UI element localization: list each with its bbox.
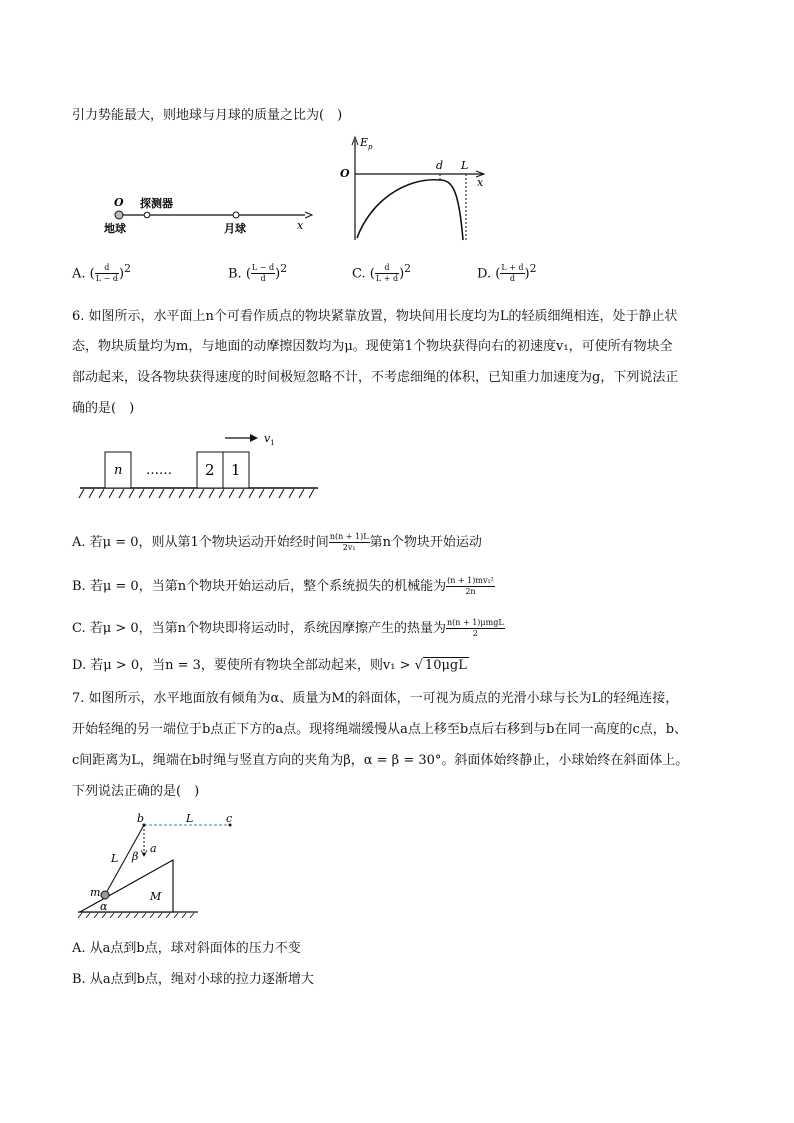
q5-option-b[interactable]: B. ( $\frac{L - d}{d}$ )$^2$ — [228, 262, 288, 284]
block-1-label: 1 — [231, 461, 241, 479]
q7-stem-line3: c间距离为L，绳端在b时绳与竖直方向的夹角为β，α = β = 30°。斜面体始终静止，小球始终在斜面体上。 — [72, 753, 689, 768]
q5-graph-origin: O — [340, 167, 350, 180]
label-a: a — [150, 842, 157, 855]
q5-option-c[interactable]: C. ( $\frac{d}{L + d}$ )$^2$ — [352, 262, 412, 284]
q5-d-label: d — [436, 159, 444, 172]
q7-option-a[interactable]: A. 从a点到b点，球对斜面体的压力不变 — [72, 941, 301, 956]
q6-option-b[interactable]: B. 若μ = 0，当第n个物块开始运动后，整个系统损失的机械能为 $\frac{\text{(n + 1)mv₁²}}{2n}$ — [72, 576, 494, 596]
label-m: m — [90, 886, 101, 899]
q6-stem-line2: 态，物块质量均为m，与地面的动摩擦因数均为μ。现使第1个物块获得向右的初速度v₁，可使所有物块全 — [72, 339, 673, 354]
label-b: b — [137, 812, 145, 825]
q5-option-d[interactable]: D. ( $\frac{L + d}{d}$ )$^2$ — [477, 262, 537, 284]
q5-ep-graph — [335, 132, 495, 244]
q6-option-d[interactable]: D. 若μ > 0，当n = 3，要使所有物块全部动起来，则v₁ > √ 10μgL — [72, 658, 467, 673]
q6-stem-line1: 6. 如图所示，水平面上n个可看作质点的物块紧靠放置，物块间用长度均为L的轻质细绳相连，处于静止状 — [72, 309, 678, 324]
label-L-top: L — [186, 812, 194, 825]
point-a — [143, 853, 146, 856]
block-2-label: 2 — [205, 461, 215, 479]
q6-option-c[interactable]: C. 若μ > 0，当第n个物块即将运动时，系统因摩擦产生的热量为 $\frac{\text{n(n + 1)μmgL}}{2}$ — [72, 618, 504, 638]
label-c: c — [226, 812, 233, 825]
q6-option-a[interactable]: A. 若μ = 0，则从第1个物块运动开始经时间 $\frac{n(n + 1)L}{\text{2v₁}}$ 第n个物块开始运动 — [72, 532, 482, 552]
velocity-label: $v_1$ — [264, 432, 275, 447]
q7-stem-line4: 下列说法正确的是( ) — [72, 784, 200, 799]
block-n-label: n — [114, 463, 123, 478]
label-alpha: α — [100, 900, 108, 913]
ep-curve-left — [357, 180, 440, 238]
q5-ep-label: $E_p$ — [360, 136, 373, 151]
q6-stem-line4: 确的是( ) — [72, 401, 135, 416]
q7-incline-figure — [70, 810, 245, 920]
q6-blocks-figure — [78, 428, 323, 503]
q5-moon-label: 月球 — [224, 222, 246, 235]
q7-option-b[interactable]: B. 从a点到b点，绳对小球的拉力逐渐增大 — [72, 972, 314, 987]
q5-origin-label: O — [114, 196, 124, 209]
q5-earth-label: 地球 — [104, 222, 126, 235]
moon-dot — [233, 212, 239, 218]
block-dots: …… — [146, 463, 172, 478]
earth-dot — [115, 211, 123, 219]
q5-graph-x: x — [477, 176, 484, 189]
q5-number-line-figure — [100, 192, 320, 237]
q7-stem-line2: 开始轻绳的另一端位于b点正下方的a点。现将绳端缓慢从a点上移至b点后右移到与b在同一高度的c点，b、 — [72, 722, 688, 737]
label-M: M — [150, 890, 162, 903]
ep-curve-right — [440, 180, 463, 240]
q5-stem-tail: 引力势能最大，则地球与月球的质量之比为( ) — [72, 108, 343, 123]
q5-option-a[interactable]: A. ( $\frac{d}{L - d}$ )$^2$ — [72, 262, 131, 284]
q5-x-label: x — [297, 219, 304, 232]
label-L-side: L — [111, 852, 119, 865]
q5-probe-label: 探测器 — [140, 197, 173, 210]
q6-stem-line3: 部动起来，设各物块获得速度的时间极短忽略不计，不考虑细绳的体积，已知重力加速度为g，下列说法正 — [72, 370, 679, 385]
q7-stem-line1: 7. 如图所示，水平地面放有倾角为α、质量为M的斜面体，一可视为质点的光滑小球与长为L的轻绳连接， — [72, 691, 679, 706]
ball-m — [101, 891, 109, 899]
probe-dot — [144, 212, 150, 218]
label-beta: β — [132, 850, 139, 863]
q5-L-label: L — [461, 159, 469, 172]
